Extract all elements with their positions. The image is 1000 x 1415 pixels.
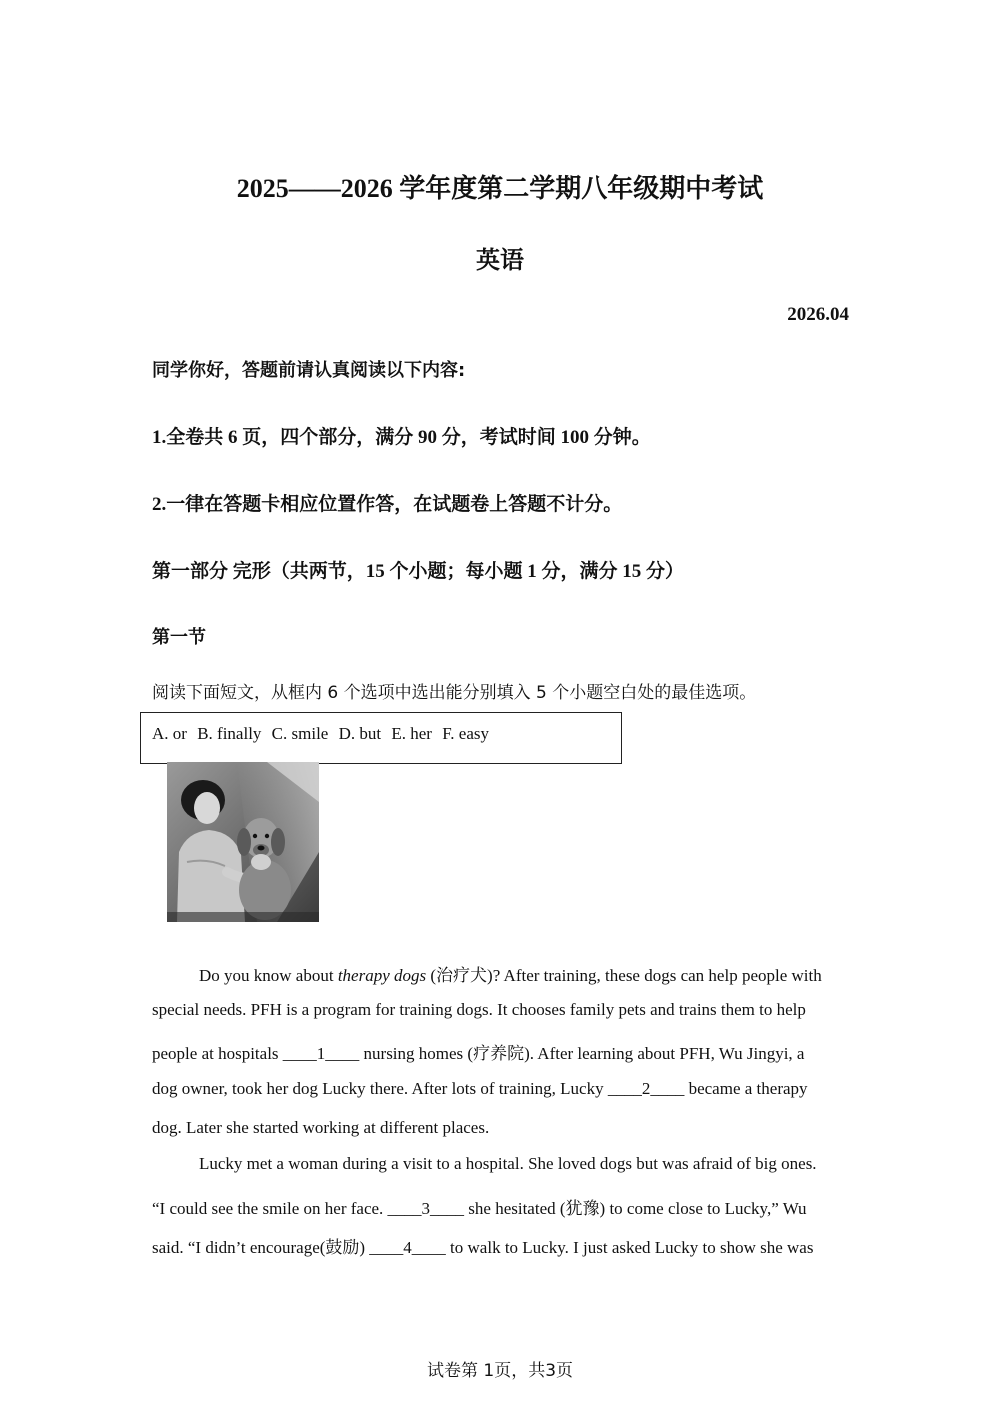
passage-line-2: special needs. PFH is a program for training dogs. It chooses family pets and trains them to help	[152, 1000, 806, 1019]
option-b: B. finally	[197, 724, 262, 743]
options-box	[140, 712, 622, 764]
subject-title: 英语	[476, 246, 524, 274]
page-footer: 试卷第 1页，共3页	[426, 1361, 574, 1381]
passage-line-4: dog owner, took her dog Lucky there. After lots of training, Lucky ____2____ became a therapy	[152, 1079, 808, 1098]
option-d: D. but	[338, 724, 382, 743]
passage-line-3: people at hospitals ____1____ nursing homes (疗养院). After learning about PFH, Wu Jingyi, a	[152, 1044, 805, 1063]
notice-item-1: 1.全卷共 6 页，四个部分，满分 90 分，考试时间 100 分钟。	[152, 427, 651, 448]
passage-line-8: said. “I didn’t encourage(鼓励) ____4____ to walk to Lucky. I just asked Lucky to show she was	[152, 1238, 814, 1257]
option-a: A. or	[152, 724, 187, 743]
passage-line-7: “I could see the smile on her face. ____3____ she hesitated (犹豫) to come close to Lucky,” Wu	[152, 1199, 807, 1218]
passage-line-1: Do you know about therapy dogs (治疗犬)? After training, these dogs can help people with	[199, 966, 822, 985]
woman-with-dog-photo	[167, 762, 319, 922]
part1-heading: 第一部分 完形（共两节，15 个小题；每小题 1 分，满分 15 分）	[152, 561, 685, 582]
option-f: F. easy	[442, 724, 489, 743]
passage-line-6: Lucky met a woman during a visit to a hospital. She loved dogs but was afraid of big ones.	[199, 1154, 817, 1173]
section-heading: 第一节	[152, 627, 206, 648]
passage-line-5: dog. Later she started working at different places.	[152, 1118, 490, 1137]
exam-title: 2025——2026 学年度第二学期八年级期中考试	[236, 174, 764, 203]
instruction-text: 阅读下面短文，从框内 6 个选项中选出能分别填入 5 个小题空白处的最佳选项。	[152, 683, 757, 703]
exam-date: 2026.04	[787, 304, 849, 325]
notice-item-2: 2.一律在答题卡相应位置作答，在试题卷上答题不计分。	[152, 494, 623, 515]
option-e: E. her	[391, 724, 432, 743]
notice-greeting: 同学你好，答题前请认真阅读以下内容:	[152, 360, 466, 381]
options-list	[152, 724, 495, 744]
option-c: C. smile	[271, 724, 329, 743]
